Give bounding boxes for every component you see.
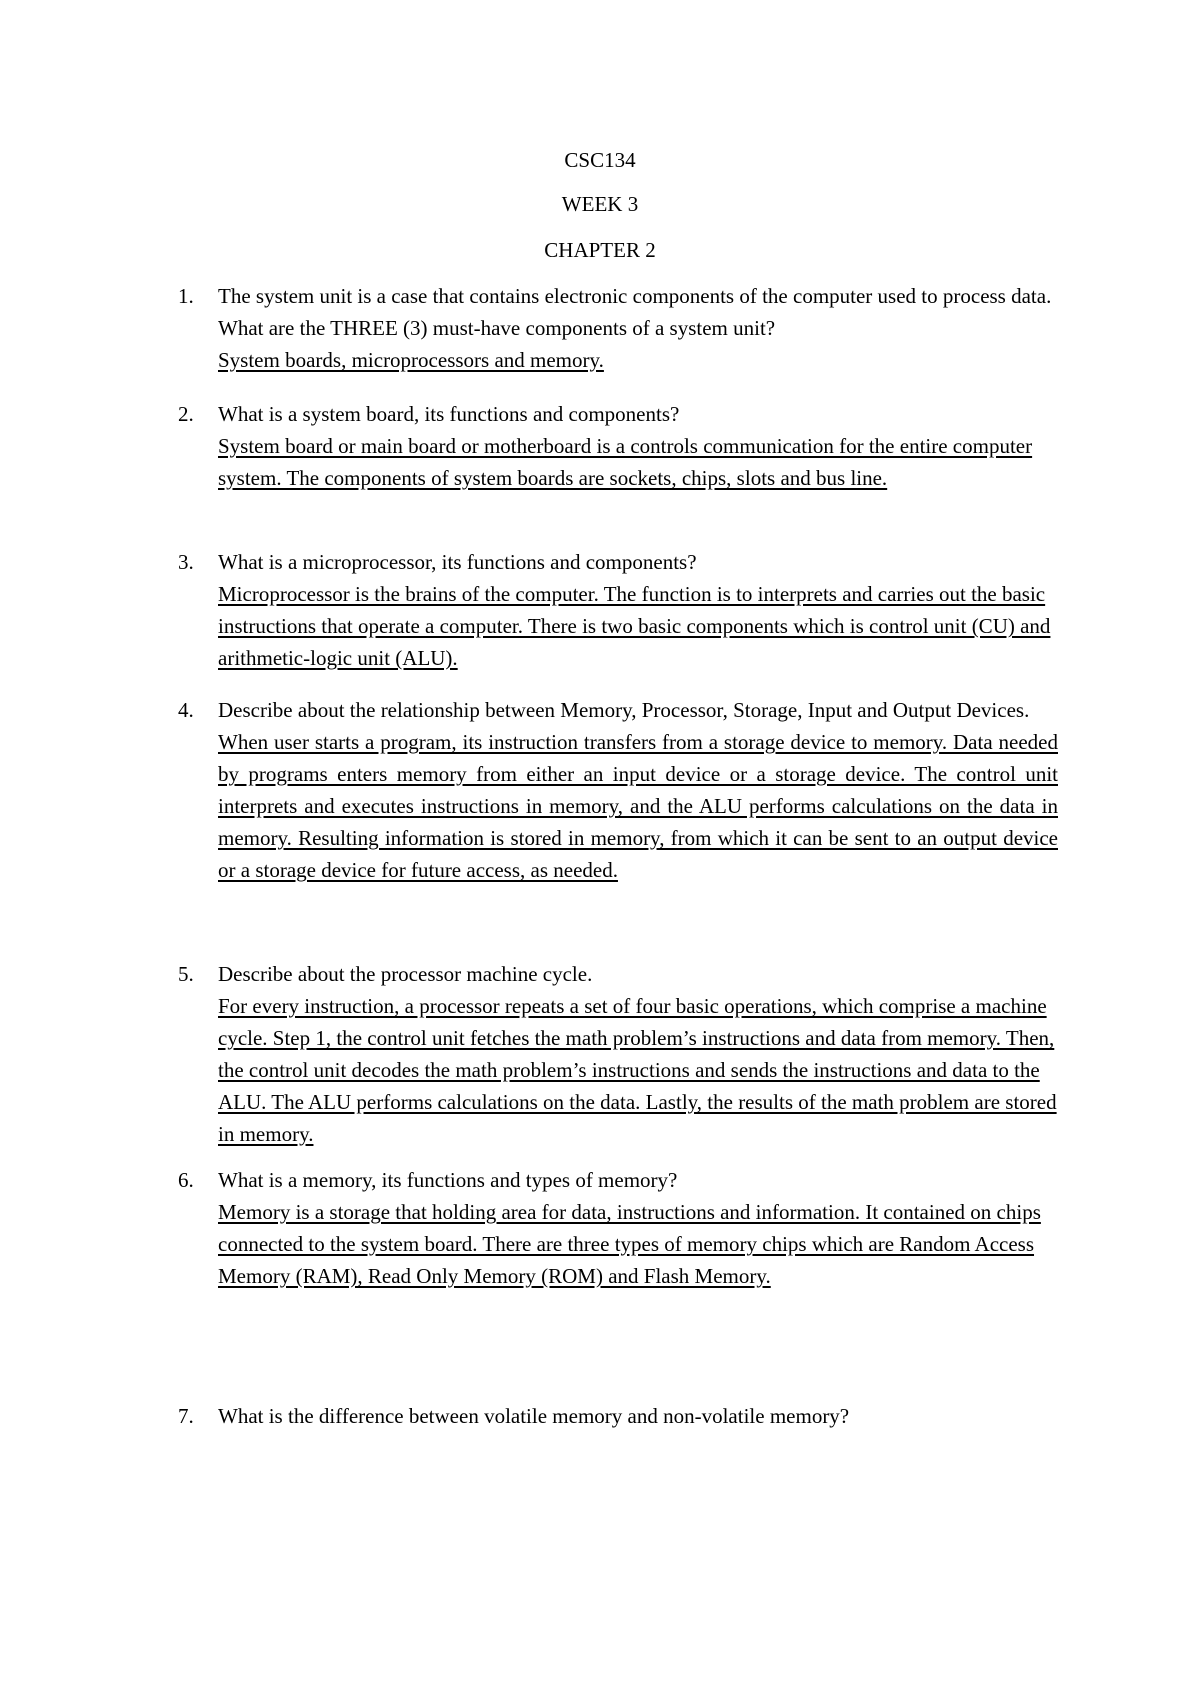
question-number: 4. xyxy=(178,698,194,722)
question-number: 7. xyxy=(178,1404,194,1428)
question-number: 3. xyxy=(178,550,194,574)
question-number: 6. xyxy=(178,1168,194,1192)
answer-text: System boards, microprocessors and memory. xyxy=(218,348,604,372)
question-6 xyxy=(178,1164,1058,1292)
question-number: 2. xyxy=(178,402,194,426)
question-3 xyxy=(178,546,1058,674)
question-4 xyxy=(178,694,1058,886)
question-number: 1. xyxy=(178,284,194,308)
answer-text: Microprocessor is the brains of the computer. The function is to interprets and carries out the basic instructions that operate a computer. There is two basic components which is control unit (CU) and arithmetic-logic unit (ALU). xyxy=(218,582,1051,670)
question-text: What is a memory, its functions and types of memory? xyxy=(218,1168,678,1192)
answer-text: System board or main board or motherboard is a controls communication for the entire computer system. The components of system boards are sockets, chips, slots and bus line. xyxy=(218,434,1033,490)
answer-text: Memory is a storage that holding area for data, instructions and information. It contained on chips connected to the system board. There are three types of memory chips which are Random Access Memory (RAM), Read Only Memory (ROM) and Flash Memory. xyxy=(218,1200,1041,1288)
question-5 xyxy=(178,958,1058,1150)
answer-text: When user starts a program, its instruction transfers from a storage device to memory. Data needed by programs enters memory from either an input device or a storage device. The control unit interprets and executes instructions in memory, and the ALU performs calculations on the data in memory. Resulting information is stored in memory, from which it can be sent to an output device or a storage device for future access, as needed. xyxy=(218,730,1058,882)
chapter-label: CHAPTER 2 xyxy=(544,238,656,262)
week-label: WEEK 3 xyxy=(561,192,639,216)
question-text: What is a system board, its functions and components? xyxy=(218,402,680,426)
question-text: What is the difference between volatile memory and non-volatile memory? xyxy=(218,1404,850,1428)
question-2 xyxy=(178,398,1058,494)
answer-text: For every instruction, a processor repeats a set of four basic operations, which comprise a machine cycle. Step 1, the control unit fetches the math problem’s instructions and data from memory. Then, the control unit decodes the math problem’s instructions and sends the instructions and data to the ALU. The ALU performs calculations on the data. Lastly, the results of the math problem are stored in memory. xyxy=(218,994,1057,1146)
question-1 xyxy=(178,280,1058,376)
question-text: Describe about the processor machine cycle. xyxy=(218,962,593,986)
question-text: The system unit is a case that contains electronic components of the computer used to process data. What are the THREE (3) must-have components of a system unit? xyxy=(218,284,1052,340)
question-7 xyxy=(178,1400,1058,1432)
question-text: Describe about the relationship between Memory, Processor, Storage, Input and Output Devices. xyxy=(218,698,1030,722)
question-text: What is a microprocessor, its functions and components? xyxy=(218,550,697,574)
course-code: CSC134 xyxy=(564,148,636,172)
question-number: 5. xyxy=(178,962,194,986)
